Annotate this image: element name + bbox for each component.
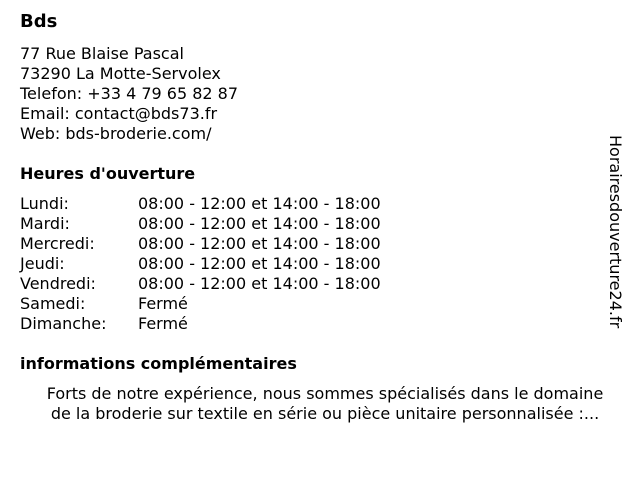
hours-row-sunday	[20, 314, 381, 334]
day-label: Samedi:	[20, 294, 86, 313]
additional-info-text	[20, 384, 630, 424]
hours-row-friday	[20, 274, 381, 294]
phone-line[interactable]: Telefon: +33 4 79 65 82 87	[20, 84, 239, 103]
hours-row-wednesday	[20, 234, 381, 254]
opening-hours-table	[20, 194, 381, 334]
day-label: Mercredi:	[20, 234, 95, 253]
address-city: 73290 La Motte-Servolex	[20, 64, 221, 83]
hours-row-saturday	[20, 294, 381, 314]
hours-row-tuesday	[20, 214, 381, 234]
day-label: Jeudi:	[20, 254, 65, 273]
day-label: Lundi:	[20, 194, 69, 213]
info-line: Forts de notre expérience, nous sommes spécialisés dans le domaine	[46, 384, 604, 403]
day-hours: 08:00 - 12:00 et 14:00 - 18:00	[138, 214, 381, 233]
day-hours: Fermé	[138, 314, 188, 333]
day-label: Vendredi:	[20, 274, 96, 293]
email-line[interactable]: Email: contact@bds73.fr	[20, 104, 218, 123]
day-hours: Fermé	[138, 294, 188, 313]
hours-row-monday	[20, 194, 381, 214]
contact-block	[20, 44, 238, 144]
day-hours: 08:00 - 12:00 et 14:00 - 18:00	[138, 194, 381, 213]
day-label: Dimanche:	[20, 314, 107, 333]
additional-info-heading: informations complémentaires	[20, 354, 297, 373]
day-label: Mardi:	[20, 214, 70, 233]
address-street: 77 Rue Blaise Pascal	[20, 44, 184, 63]
day-hours: 08:00 - 12:00 et 14:00 - 18:00	[138, 274, 381, 293]
info-line: de la broderie sur textile en série ou pièce unitaire personnalisée :...	[50, 404, 600, 423]
day-hours: 08:00 - 12:00 et 14:00 - 18:00	[138, 234, 381, 253]
hours-row-thursday	[20, 254, 381, 274]
business-name: Bds	[20, 11, 58, 32]
website-line[interactable]: Web: bds-broderie.com/	[20, 124, 212, 143]
site-watermark: Horairesdouverture24.fr	[606, 135, 625, 329]
day-hours: 08:00 - 12:00 et 14:00 - 18:00	[138, 254, 381, 273]
opening-hours-heading: Heures d'ouverture	[20, 164, 196, 183]
